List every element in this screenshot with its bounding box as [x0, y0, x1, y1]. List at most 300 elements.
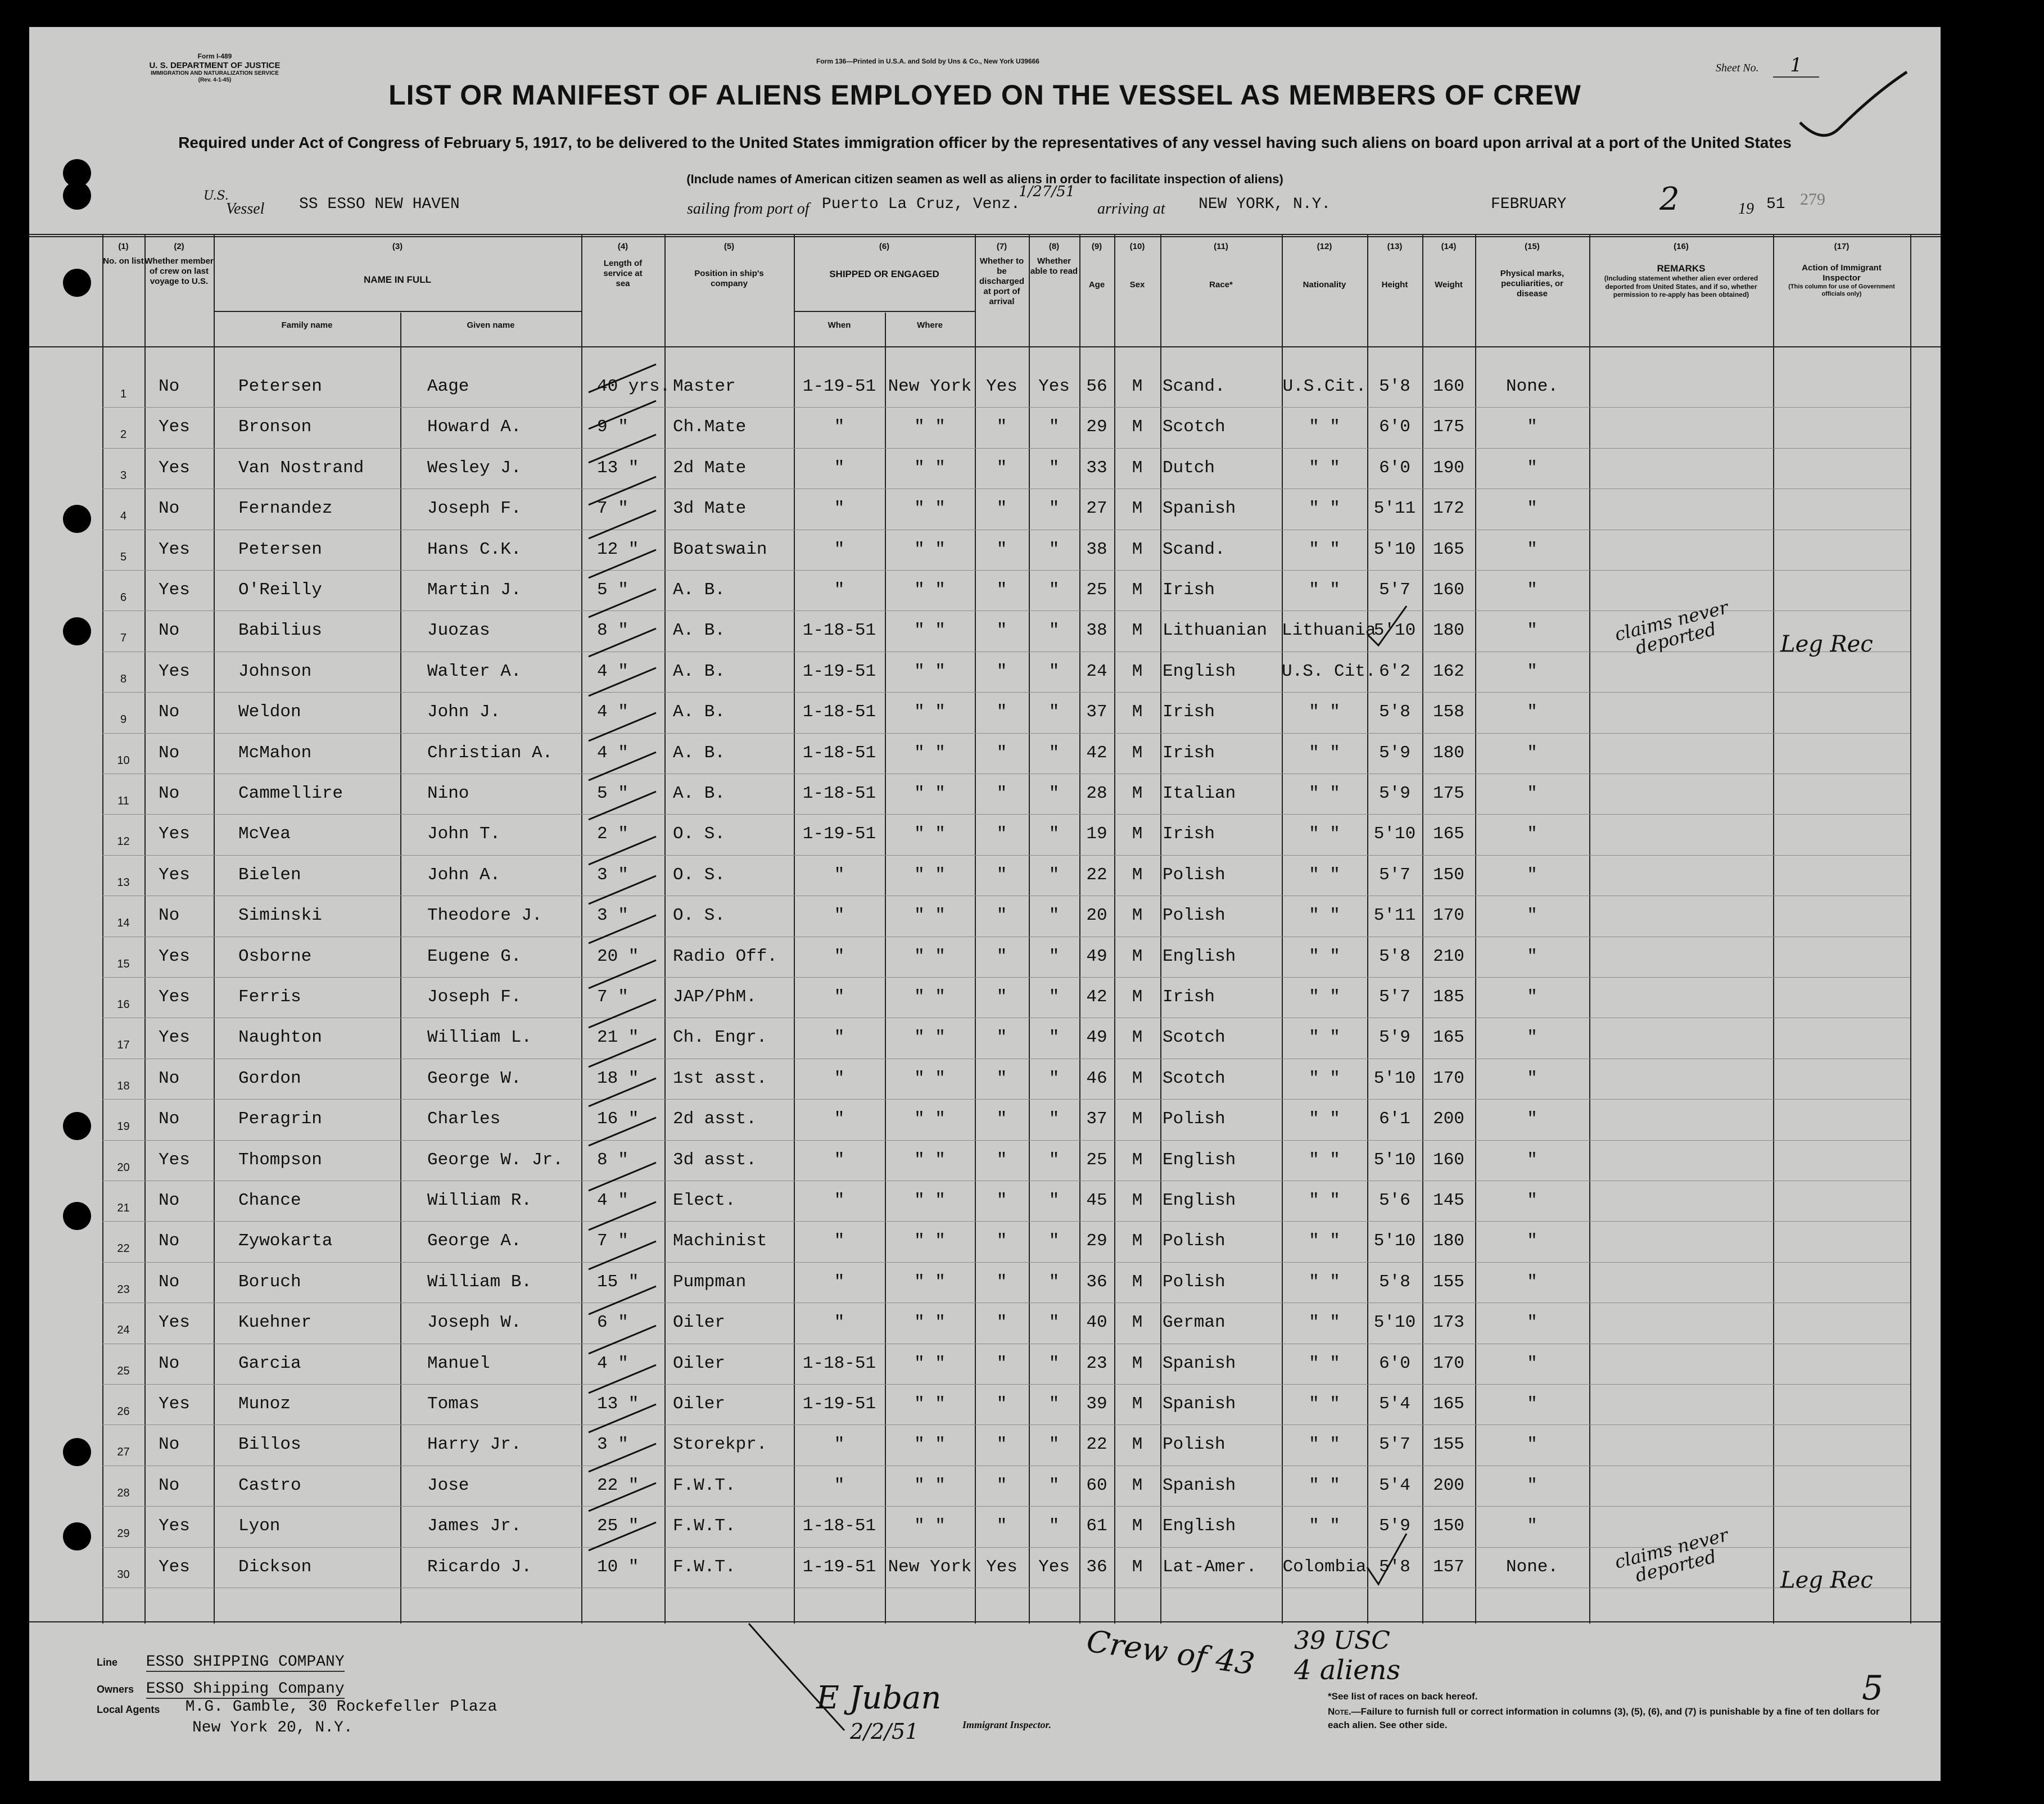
- cell-height: 5'10: [1373, 1231, 1416, 1251]
- cell-when: 1-19-51: [802, 1394, 876, 1414]
- row-number: 1: [120, 388, 127, 400]
- cell-family: Bronson: [238, 417, 312, 437]
- col-header-3: (3) NAME IN FULL: [364, 242, 431, 285]
- cell-when: 1-18-51: [802, 743, 876, 763]
- cell-when: ": [834, 1028, 845, 1048]
- cell-when: ": [834, 1435, 845, 1455]
- row-number: 16: [117, 998, 130, 1011]
- cell-height: 5'10: [1373, 621, 1416, 641]
- cell-given: Jose: [427, 1475, 469, 1495]
- cell-race: Irish: [1163, 580, 1215, 600]
- cell-weight: 160: [1433, 1150, 1464, 1170]
- cell-discharge: ": [996, 1231, 1007, 1251]
- cell-family: Gordon: [238, 1068, 301, 1088]
- cell-sex: M: [1132, 946, 1143, 966]
- cell-position: A. B.: [673, 661, 726, 681]
- cell-position: O. S.: [673, 906, 726, 926]
- cell-position: A. B.: [673, 743, 726, 763]
- cell-weight: 165: [1433, 539, 1464, 559]
- cell-nationality: " ": [1309, 1394, 1340, 1414]
- cell-where: " ": [914, 1272, 946, 1292]
- cell-nationality: " ": [1309, 987, 1340, 1007]
- cell-position: Storekpr.: [673, 1435, 767, 1455]
- cell-age: 45: [1086, 1191, 1107, 1210]
- cell-where: " ": [914, 1068, 946, 1088]
- cell-read: ": [1048, 1353, 1060, 1373]
- cell-age: 22: [1086, 865, 1107, 885]
- cell-prev: No: [159, 743, 180, 763]
- usc-count: 39 USC: [1294, 1626, 1390, 1655]
- cell-race: Spanish: [1163, 1394, 1236, 1414]
- cell-position: 2d Mate: [673, 458, 747, 478]
- cell-position: O. S.: [673, 865, 726, 885]
- cell-discharge: ": [996, 702, 1007, 722]
- cell-when: 1-19-51: [802, 824, 876, 844]
- cell-age: 46: [1086, 1068, 1107, 1088]
- cell-nationality: " ": [1309, 1516, 1340, 1536]
- cell-given: Juozas: [427, 621, 490, 641]
- crew-count: Crew of 43: [1084, 1623, 1257, 1682]
- row-rule: [102, 692, 1910, 693]
- cell-marks: ": [1527, 784, 1537, 803]
- col-header-17: (17) Action of Immigrant Inspector (This column for use of Government officials only): [1788, 242, 1895, 298]
- cell-when: ": [834, 499, 845, 519]
- inspector-signature: E Juban: [816, 1680, 942, 1716]
- cell-sex: M: [1132, 621, 1143, 641]
- cell-where: " ": [914, 865, 946, 885]
- cell-race: Italian: [1163, 784, 1236, 803]
- cell-age: 28: [1086, 784, 1107, 803]
- cell-service: 12 ": [597, 539, 639, 559]
- cell-nationality: " ": [1309, 1475, 1340, 1495]
- cell-height: 5'7: [1379, 987, 1410, 1007]
- page-stamp: 279: [1800, 190, 1825, 209]
- cell-given: Wesley J.: [427, 458, 522, 478]
- cell-race: Polish: [1163, 1231, 1226, 1251]
- cell-when: ": [834, 946, 845, 966]
- cell-discharge: ": [996, 987, 1007, 1007]
- inspector-label: Immigrant Inspector.: [962, 1719, 1052, 1730]
- cell-discharge: ": [996, 1272, 1007, 1292]
- cell-when: 1-19-51: [802, 1557, 876, 1577]
- cell-race: Scotch: [1163, 417, 1226, 437]
- col-header-when: When: [827, 320, 851, 330]
- cell-service: 21 ": [597, 1028, 639, 1048]
- cell-sex: M: [1132, 1394, 1143, 1414]
- col-header-5: (5) Position in ship's company: [694, 242, 764, 288]
- cell-prev: No: [159, 784, 180, 803]
- cell-prev: No: [159, 621, 180, 641]
- cell-discharge: ": [996, 1516, 1007, 1536]
- cell-family: Billos: [238, 1435, 301, 1455]
- cell-weight: 170: [1433, 1068, 1464, 1088]
- cell-given: Joseph F.: [427, 499, 522, 519]
- cell-when: ": [834, 1272, 845, 1292]
- cell-given: William L.: [427, 1028, 532, 1048]
- cell-when: ": [834, 1313, 845, 1333]
- cell-read: ": [1048, 824, 1060, 844]
- penalty-note: [1328, 1705, 1890, 1732]
- cell-discharge: ": [996, 906, 1007, 926]
- cell-where: " ": [914, 1516, 946, 1536]
- cell-prev: Yes: [159, 1313, 190, 1333]
- cell-family: McMahon: [238, 743, 312, 763]
- cell-read: ": [1048, 539, 1060, 559]
- cell-position: JAP/PhM.: [673, 987, 757, 1007]
- cell-discharge: ": [996, 824, 1007, 844]
- cell-weight: 150: [1433, 1516, 1464, 1536]
- cell-read: ": [1048, 1068, 1060, 1088]
- col-header-13: (13) Height: [1381, 242, 1408, 290]
- cell-weight: 185: [1433, 987, 1464, 1007]
- cell-service: 4 ": [597, 1191, 628, 1210]
- cell-age: 37: [1086, 702, 1107, 722]
- cell-race: German: [1163, 1313, 1226, 1333]
- cell-when: ": [834, 580, 845, 600]
- cell-prev: Yes: [159, 946, 190, 966]
- cell-marks: ": [1527, 1068, 1537, 1088]
- cell-family: Dickson: [238, 1557, 312, 1577]
- arrival-day: 2: [1659, 181, 1680, 218]
- cell-race: Polish: [1163, 1109, 1226, 1129]
- cell-position: Boatswain: [673, 539, 767, 559]
- sheet-value: 1: [1773, 54, 1819, 78]
- race-note: *See list of races on back hereof.: [1328, 1691, 1478, 1702]
- page-mark: 5: [1862, 1669, 1884, 1708]
- cell-age: 39: [1086, 1394, 1107, 1414]
- sailing-label: sailing from port of: [687, 200, 810, 218]
- row-number: 14: [117, 917, 130, 930]
- cell-prev: No: [159, 377, 180, 396]
- table-row: [29, 822, 1941, 862]
- row-rule: [102, 1221, 1910, 1222]
- cell-sex: M: [1132, 1353, 1143, 1373]
- cell-sex: M: [1132, 906, 1143, 926]
- cell-marks: ": [1527, 865, 1537, 885]
- cell-nationality: " ": [1309, 580, 1340, 600]
- cell-nationality: " ": [1309, 824, 1340, 844]
- cell-discharge: ": [996, 1150, 1007, 1170]
- cell-read: ": [1048, 1191, 1060, 1210]
- cell-nationality: " ": [1309, 1231, 1340, 1251]
- cell-weight: 165: [1433, 1028, 1464, 1048]
- cell-race: Lat-Amer.: [1163, 1557, 1257, 1577]
- owners-label: Owners: [97, 1684, 134, 1695]
- row-number: 13: [117, 876, 130, 889]
- cell-age: 60: [1086, 1475, 1107, 1495]
- cell-sex: M: [1132, 539, 1143, 559]
- row-rule: [102, 1262, 1910, 1263]
- cell-given: Joseph F.: [427, 987, 522, 1007]
- cell-marks: ": [1527, 1475, 1537, 1495]
- cell-read: ": [1048, 1516, 1060, 1536]
- cell-where: " ": [914, 702, 946, 722]
- cell-marks: ": [1527, 1272, 1537, 1292]
- table-row: [29, 456, 1941, 496]
- cell-discharge: ": [996, 499, 1007, 519]
- cell-where: " ": [914, 1028, 946, 1048]
- cell-read: ": [1048, 1435, 1060, 1455]
- cell-weight: 180: [1433, 621, 1464, 641]
- col-header-9: (9) Age: [1088, 242, 1105, 290]
- cell-weight: 170: [1433, 906, 1464, 926]
- manifest-note: (Include names of American citizen seamen as well as aliens in order to facilitate inspection of aliens): [686, 172, 1283, 186]
- table-row: [29, 741, 1941, 781]
- cell-discharge: ": [996, 1028, 1007, 1048]
- cell-prev: No: [159, 702, 180, 722]
- row-rule: [102, 1384, 1910, 1385]
- cell-given: Aage: [427, 377, 469, 396]
- cell-where: " ": [914, 621, 946, 641]
- cell-sex: M: [1132, 580, 1143, 600]
- punch-hole: [63, 269, 91, 297]
- cell-given: George A.: [427, 1231, 522, 1251]
- cell-service: 6 ": [597, 1313, 628, 1333]
- cell-age: 25: [1086, 1150, 1107, 1170]
- cell-nationality: " ": [1309, 417, 1340, 437]
- table-top-rule: [29, 234, 1941, 235]
- cell-marks: ": [1527, 499, 1537, 519]
- arriving-label: arriving at: [1097, 200, 1165, 218]
- cell-when: ": [834, 1191, 845, 1210]
- cell-given: John J.: [427, 702, 501, 722]
- cell-height: 5'4: [1379, 1475, 1410, 1495]
- row-number: 22: [117, 1242, 130, 1255]
- cell-when: 1-19-51: [802, 377, 876, 396]
- name-subheader-rule: [214, 311, 581, 312]
- cell-read: Yes: [1038, 377, 1070, 396]
- cell-given: George W. Jr.: [427, 1150, 563, 1170]
- cell-position: A. B.: [673, 621, 726, 641]
- cell-prev: Yes: [159, 1394, 190, 1414]
- table-row: [29, 1473, 1941, 1514]
- cell-discharge: ": [996, 1191, 1007, 1210]
- cell-age: 37: [1086, 1109, 1107, 1129]
- cell-family: Boruch: [238, 1272, 301, 1292]
- cell-nationality: " ": [1309, 1109, 1340, 1129]
- cell-sex: M: [1132, 1068, 1143, 1088]
- cell-marks: ": [1527, 702, 1537, 722]
- cell-age: 40: [1086, 1313, 1107, 1333]
- cell-given: George W.: [427, 1068, 522, 1088]
- cell-sex: M: [1132, 1191, 1143, 1210]
- cell-age: 56: [1086, 377, 1107, 396]
- cell-weight: 155: [1433, 1272, 1464, 1292]
- note-text: —Failure to furnish full or correct information in columns (3), (5), (6), and (7) is punishable by a fine of ten dollars for each alien. See other side.: [1328, 1706, 1880, 1730]
- table-row: [29, 1310, 1941, 1351]
- cell-position: Elect.: [673, 1191, 736, 1210]
- cell-when: 1-18-51: [802, 1353, 876, 1373]
- sailing-port: Puerto La Cruz, Venz.: [822, 196, 1020, 213]
- cell-race: English: [1163, 1516, 1236, 1536]
- cell-race: English: [1163, 661, 1236, 681]
- cell-race: Scand.: [1163, 377, 1226, 396]
- cell-marks: ": [1527, 946, 1537, 966]
- cell-where: " ": [914, 417, 946, 437]
- col-header-1: (1) No. on list: [103, 242, 144, 266]
- cell-nationality: " ": [1309, 906, 1340, 926]
- cell-race: Irish: [1163, 987, 1215, 1007]
- cell-prev: No: [159, 1231, 180, 1251]
- cell-sex: M: [1132, 824, 1143, 844]
- cell-where: " ": [914, 906, 946, 926]
- cell-weight: 175: [1433, 417, 1464, 437]
- cell-race: Polish: [1163, 1435, 1226, 1455]
- col-header-11: (11) Race*: [1209, 242, 1233, 290]
- cell-prev: Yes: [159, 1150, 190, 1170]
- cell-family: Kuehner: [238, 1313, 312, 1333]
- cell-height: 5'9: [1379, 1028, 1410, 1048]
- cell-where: " ": [914, 1231, 946, 1251]
- cell-given: Harry Jr.: [427, 1435, 522, 1455]
- cell-when: ": [834, 1150, 845, 1170]
- cell-prev: No: [159, 906, 180, 926]
- cell-position: Oiler: [673, 1394, 726, 1414]
- row-number: 15: [117, 957, 130, 970]
- cell-height: 5'7: [1379, 1435, 1410, 1455]
- col-header-4: (4) Length of service at sea: [603, 242, 643, 288]
- row-rule: [102, 977, 1910, 978]
- cell-weight: 160: [1433, 377, 1464, 396]
- cell-position: F.W.T.: [673, 1557, 736, 1577]
- cell-read: ": [1048, 1109, 1060, 1129]
- cell-age: 23: [1086, 1353, 1107, 1373]
- row-rule: [102, 570, 1910, 571]
- cell-given: Theodore J.: [427, 906, 542, 926]
- cell-read: ": [1048, 1475, 1060, 1495]
- cell-prev: Yes: [159, 580, 190, 600]
- cell-discharge: ": [996, 661, 1007, 681]
- table-row: [29, 944, 1941, 985]
- vessel-name: SS ESSO NEW HAVEN: [299, 196, 460, 213]
- cell-height: 5'6: [1379, 1191, 1410, 1210]
- cell-service: 25 ": [597, 1516, 639, 1536]
- table-row: [29, 781, 1941, 822]
- cell-discharge: ": [996, 743, 1007, 763]
- cell-read: ": [1048, 987, 1060, 1007]
- cell-prev: Yes: [159, 1516, 190, 1536]
- cell-weight: 150: [1433, 865, 1464, 885]
- header-bottom-rule: [29, 346, 1941, 347]
- printer-note: Form 136—Printed in U.S.A. and Sold by Uns & Co., New York U39666: [816, 57, 1039, 65]
- cell-race: Polish: [1163, 865, 1226, 885]
- cell-position: F.W.T.: [673, 1475, 736, 1495]
- action-row-30: Leg Rec: [1780, 1567, 1873, 1593]
- footer-line: [97, 1652, 345, 1671]
- line-label: Line: [97, 1657, 118, 1668]
- cell-position: 2d asst.: [673, 1109, 757, 1129]
- cell-height: 5'11: [1373, 906, 1416, 926]
- cell-nationality: " ": [1309, 865, 1340, 885]
- cell-discharge: ": [996, 1068, 1007, 1088]
- cell-marks: ": [1527, 458, 1537, 478]
- cell-service: 13 ": [597, 458, 639, 478]
- cell-family: Cammellire: [238, 784, 343, 803]
- cell-position: Machinist: [673, 1231, 767, 1251]
- cell-position: 3d asst.: [673, 1150, 757, 1170]
- cell-prev: No: [159, 499, 180, 519]
- cell-height: 5'10: [1373, 1068, 1416, 1088]
- cell-service: 3 ": [597, 906, 628, 926]
- cell-weight: 172: [1433, 499, 1464, 519]
- cell-read: ": [1048, 702, 1060, 722]
- cell-given: Walter A.: [427, 661, 522, 681]
- remark-row-30: claims never deported: [1612, 1524, 1730, 1586]
- cell-read: ": [1048, 906, 1060, 926]
- cell-where: " ": [914, 458, 946, 478]
- cell-sex: M: [1132, 417, 1143, 437]
- table-row: [29, 496, 1941, 537]
- inspector-date: 2/2/51: [850, 1719, 919, 1744]
- row-number: 2: [120, 428, 127, 441]
- table-row: [29, 1351, 1941, 1392]
- cell-service: 18 ": [597, 1068, 639, 1088]
- cell-family: O'Reilly: [238, 580, 322, 600]
- cell-given: Hans C.K.: [427, 539, 522, 559]
- cell-sex: M: [1132, 702, 1143, 722]
- row-rule: [102, 733, 1910, 734]
- vessel-prefix: U.S.: [204, 189, 229, 203]
- cell-position: A. B.: [673, 702, 726, 722]
- row-rule: [102, 855, 1910, 856]
- cell-height: 5'4: [1379, 1394, 1410, 1414]
- table-bottom-rule: [29, 1621, 1941, 1622]
- cell-weight: 165: [1433, 824, 1464, 844]
- col-header-given-name: Given name: [467, 320, 515, 330]
- cell-when: 1-18-51: [802, 784, 876, 803]
- cell-when: 1-19-51: [802, 661, 876, 681]
- cell-prev: Yes: [159, 1557, 190, 1577]
- cell-when: ": [834, 865, 845, 885]
- cell-age: 38: [1086, 539, 1107, 559]
- cell-prev: No: [159, 1435, 180, 1455]
- cell-height: 6'1: [1379, 1109, 1410, 1129]
- cell-prev: Yes: [159, 417, 190, 437]
- action-row-7: Leg Rec: [1780, 631, 1873, 657]
- cell-read: ": [1048, 499, 1060, 519]
- cell-when: ": [834, 458, 845, 478]
- cell-read: ": [1048, 1028, 1060, 1048]
- cell-height: 6'0: [1379, 458, 1410, 478]
- cell-height: 5'8: [1379, 946, 1410, 966]
- cell-sex: M: [1132, 1313, 1143, 1333]
- cell-where: " ": [914, 499, 946, 519]
- cell-prev: No: [159, 1068, 180, 1088]
- cell-discharge: ": [996, 539, 1007, 559]
- cell-service: 9 ": [597, 417, 628, 437]
- cell-position: Oiler: [673, 1313, 726, 1333]
- cell-family: Thompson: [238, 1150, 322, 1170]
- cell-height: 6'2: [1379, 661, 1410, 681]
- cell-marks: ": [1527, 1313, 1537, 1333]
- cell-sex: M: [1132, 1150, 1143, 1170]
- cell-prev: No: [159, 1191, 180, 1210]
- cell-discharge: ": [996, 1353, 1007, 1373]
- row-number: 4: [120, 510, 127, 523]
- cell-marks: ": [1527, 1231, 1537, 1251]
- cell-marks: ": [1527, 661, 1537, 681]
- cell-height: 5'9: [1379, 743, 1410, 763]
- cell-marks: ": [1527, 1435, 1537, 1455]
- cell-marks: ": [1527, 824, 1537, 844]
- cell-race: Irish: [1163, 702, 1215, 722]
- cell-position: Pumpman: [673, 1272, 747, 1292]
- cell-when: ": [834, 1068, 845, 1088]
- cell-where: New York: [888, 377, 972, 396]
- table-row: [29, 578, 1941, 618]
- shipped-subheader-rule: [794, 311, 975, 312]
- cell-read: ": [1048, 1394, 1060, 1414]
